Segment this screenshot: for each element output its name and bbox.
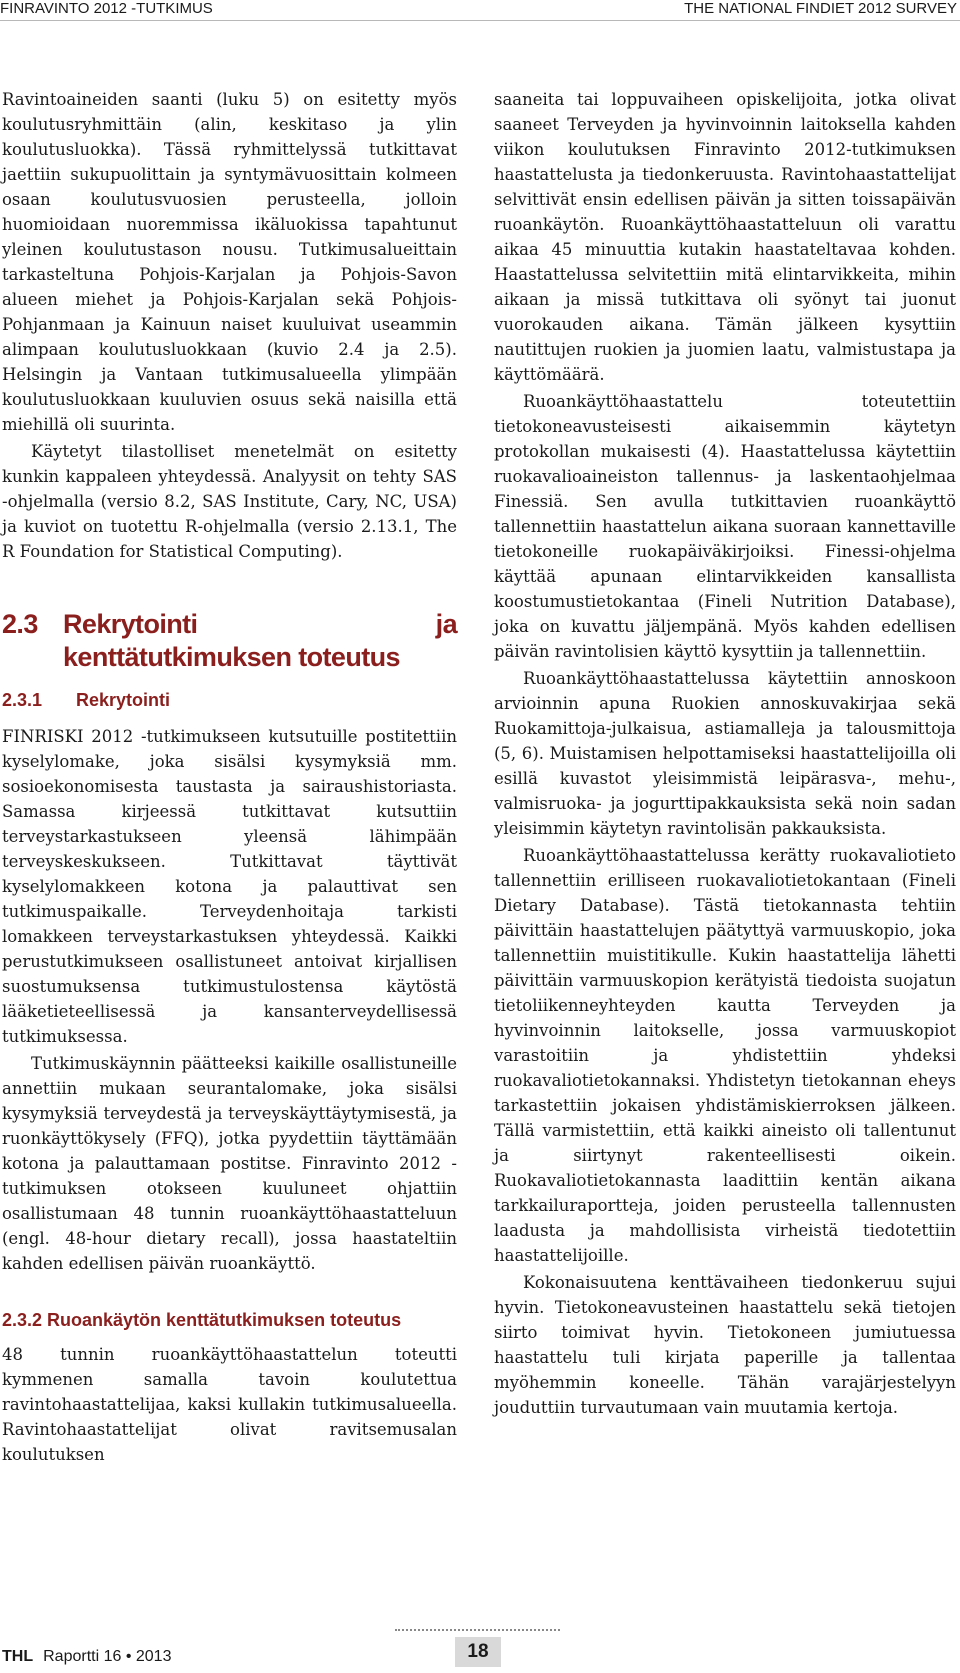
page-number: 18 <box>455 1637 501 1667</box>
paragraph: 48 tunnin ruoankäyttöhaastattelun toteutti kymmenen samalla tavoin koulutettua ravintohaastattelijaa, kaksi kullakin tutkimusalueella. Ravintohaastattelijat olivat ravitsemusalan koulutuksen <box>2 1345 457 1464</box>
paragraph: saaneita tai loppuvaiheen opiskelijoita, jotka olivat saaneet Terveyden ja hyvinvoinnin laitoksella kahden viikon koulutuksen Finravinto 2012-tutkimuksen haastattelusta ja tiedonkeruusta. Ravintohaastattelijat selvittivät ensin edellisen päivän ja sitten toissapäivän ruoankäytön. Ruoankäyttöhaastatteluun oli varattu aikaa 45 minuuttia kutakin haastateltavaa kohden. Haastattelussa selvitettiin mitä elintarvikkeita, mihin aikaan ja missä tutkittava oli syönyt tai juonut vuorokauden aikana. Tämän jälkeen kysyttiin nautittujen ruokien ja juomien laatu, valmistustapa ja käyttömäärä. <box>494 90 956 384</box>
dotted-divider <box>395 1629 560 1631</box>
left-column <box>2 87 457 1469</box>
paragraph: Käytetyt tilastolliset menetelmät on esitetty kunkin kappaleen yhteydessä. Analyysit on tehty SAS -ohjelmalla (versio 8.2, SAS Institute, Cary, NC, USA) ja kuviot on tuotettu R-ohjelmalla (versio 2.13.1, The R Foundation for Statistical Computing). <box>2 442 457 561</box>
section-title: Rekrytointi ja kenttätutkimuksen toteutus <box>63 609 457 672</box>
running-header-left: FINRAVINTO 2012 -TUTKIMUS <box>0 0 213 17</box>
footer-publication <box>2 1648 171 1666</box>
section-number: 2.3 <box>2 609 38 639</box>
subsection-heading <box>2 688 457 712</box>
running-header-right: THE NATIONAL FINDIET 2012 SURVEY <box>684 0 957 17</box>
running-header <box>0 0 960 21</box>
paragraph: Tutkimuskäynnin päätteeksi kaikille osallistuneille annettiin mukaan seurantalomake, joka sisälsi kysymyksiä terveydestä ja terveyskäyttäytymisestä, ja ruonkäyttökysely (FFQ), jotka pyydettiin täyttämään kotona ja palauttamaan postitse. Finravinto 2012 -tutkimuksen otokseen kuuluneet ohjattiin osallistumaan 48 tunnin ruoankäyttöhaastatteluun (engl. 48-hour dietary recall), jossa haastateltiin kahden edellisen päivän ruoankäyttö. <box>2 1054 457 1273</box>
paragraph: FINRISKI 2012 -tutkimukseen kutsutuille postitettiin kyselylomake, joka sisälsi kysymyksiä mm. sosioekonomisesta taustasta ja sairaushistoriasta. Samassa kirjeessä tutkittavat kutsuttiin terveystarkastukseen yleensä lähimpään terveyskeskukseen. Tutkittavat täyttivät kyselylomakkeen kotona ja palauttivat sen tutkimuspaikalle. Terveydenhoitaja tarkisti lomakkeen terveystarkastuksen yhteydessä. Kaikki perustutkimukseen osallistuneet antoivat kirjallisen suostumuksensa tutkimustulostensa käytöstä lääketieteellisessä ja kansanterveydellisessä tutkimuksessa. <box>2 727 457 1046</box>
subsection-title: Rekrytointi <box>76 690 171 710</box>
subsection-heading-2: 2.3.2 Ruoankäytön kenttätutkimuksen toteutus <box>2 1310 402 1330</box>
paragraph: Ravintoaineiden saanti (luku 5) on esitetty myös koulutusryhmittäin (alin, keskitaso ja ylin koulutusluokka). Tässä ryhmittelyssä tutkittavat jaettiin sukupuolittain ja syntymävuosittain kolmeen osaan koulutusvuosien perusteella, jolloin huomioidaan nuoremmissa ikäluokissa tapahtunut yleinen koulutustason nousu. Tutkimusalueittain tarkasteltuna Pohjois-Karjalan ja Pohjois-Savon alueen miehet ja Pohjois-Karjalan sekä Pohjois-Pohjanmaan ja Kainuun naiset kuuluivat useammin alimpaan koulutusluokkaan (kuvio 2.4 ja 2.5). Helsingin ja Vantaan tutkimusalueella ylimpään koulutusluokkaan kuuluvien osuus sekä naisilla että miehillä oli suurinta. <box>2 90 457 434</box>
paragraph: Ruoankäyttöhaastattelussa käytettiin annoskoon arvioinnin apuna Ruokien annoskuvakirjaa sekä Ruokamittoja-julkaisua, astiamalleja ja talousmittoja (5, 6). Muistamisen helpottamiseksi haastattelijoilla oli esillä kuvastot yleisimmistä leipärasva-, mehu-, valmisruoka- ja jogurttipakkauksista sekä noin sadan yleisimmin käytetyn ravintolisän pakkauksista. <box>494 669 956 838</box>
right-column <box>494 87 956 1422</box>
page-footer <box>0 1632 960 1673</box>
footer-org: THL <box>2 1648 34 1665</box>
footer-report: Raportti 16 • 2013 <box>43 1648 172 1665</box>
subsection-number: 2.3.1 <box>2 690 43 710</box>
section-heading <box>2 608 457 674</box>
paragraph: Ruoankäyttöhaastattelussa kerätty ruokavaliotieto tallennettiin erilliseen ruokavaliotietokantaan (Fineli Dietary Database). Tästä tietokannasta tehtiin päivittäin haastattelujen päätyttyä varmuuskopio, joka tallennettiin muistitikulle. Kukin haastattelija lähetti päivittäin varmuuskopion kerätyistä tiedoista suojatun tietoliikenneyhteyden kautta Terveyden ja hyvinvoinnin laitokselle, jossa varmuuskopiot varastoitiin ja yhdistettiin yhdeksi ruokavaliotietokannaksi. Yhdistetyn tietokannan eheys tarkastettiin jokaisen yhdistämiskierroksen jälkeen. Tällä varmistettiin, että kaikki aineisto oli tallentunut ja siirtynyt rakenteellisesti oikein. Ruokavaliotietokannasta laadittiin kentän aikana tarkkailuraportteja, joiden perusteella tallennusten laadusta ja mahdollisista virheistä tiedotettiin haastattelijoille. <box>494 846 956 1265</box>
paragraph: Ruoankäyttöhaastattelu toteutettiin tietokoneavusteisesti aikaisemmin käytetyn protokollan mukaisesti (4). Haastattelussa käytettiin ruokavalioaineiston tallennus- ja laskentaohjelmaa Finessiä. Sen avulla tutkittavien ruoankäyttö tallennettiin haastattelun aikana suoraan kannettaville tietokoneille ruokapäiväkirjoiksi. Finessi-ohjelma käyttää apunaan elintarvikkeiden kansallista koostumustietokantaa (Fineli Nutrition Database), joka on kuvattu jäljempänä. Myös kahden edellisen päivän ravintolisien käyttö kysyttiin ja tallennettiin. <box>494 392 956 661</box>
paragraph: Kokonaisuutena kenttävaiheen tiedonkeruu sujui hyvin. Tietokoneavusteinen haastattelu sekä tietojen siirto toimivat hyvin. Tietokoneen jumiutuessa haastattelu tuli kirjata paperille ja tallentaa myöhemmin koneelle. Tähän varajärjestelyyn jouduttiin turvautumaan vain muutamia kertoja. <box>494 1273 956 1417</box>
